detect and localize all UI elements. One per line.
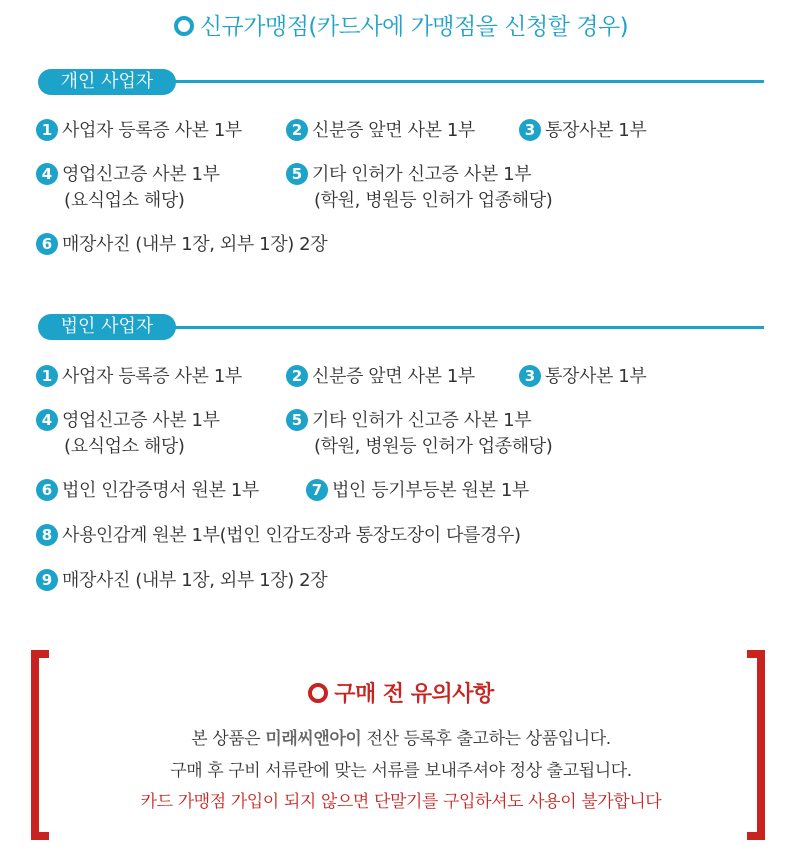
list-item: [306, 478, 529, 504]
item-text: 기타 인허가 신고증 사본 1부: [312, 410, 532, 431]
item-subtext: (학원, 병원등 인허가 업종해당): [314, 190, 553, 211]
number-badge: 9: [36, 569, 58, 591]
item-subtext: (요식업소 해당): [64, 436, 185, 457]
notice-line-2: 구매 후 구비 서류란에 맞는 서류를 보내주셔야 정상 출고됩니다.: [170, 761, 632, 781]
item-text: 영업신고증 사본 1부: [62, 410, 220, 431]
section-header-corporate: 법인 사업자: [38, 314, 176, 340]
number-badge: 5: [286, 409, 308, 431]
notice-text: 본 상품은: [191, 729, 261, 749]
brand-name: 미래씨앤아이: [265, 729, 362, 749]
item-text: 매장사진 (내부 1장, 외부 1장) 2장: [62, 234, 328, 255]
list-item: [286, 364, 475, 390]
section-divider: [170, 80, 764, 83]
circle-icon: [308, 683, 328, 703]
item-subtext: (요식업소 해당): [64, 190, 185, 211]
number-badge: 5: [286, 163, 308, 185]
item-text: 신분증 앞면 사본 1부: [312, 366, 475, 387]
item-text: 기타 인허가 신고증 사본 1부: [312, 164, 532, 185]
number-badge: 7: [306, 479, 328, 501]
item-text: 통장사본 1부: [545, 366, 647, 387]
notice-title: [0, 677, 802, 708]
number-badge: 3: [519, 119, 541, 141]
list-item: [36, 408, 220, 460]
item-text: 매장사진 (내부 1장, 외부 1장) 2장: [62, 570, 328, 591]
page-title: [0, 8, 802, 41]
item-text: 사업자 등록증 사본 1부: [62, 120, 242, 141]
number-badge: 1: [36, 365, 58, 387]
item-subtext: (학원, 병원등 인허가 업종해당): [314, 436, 553, 457]
number-badge: 3: [519, 365, 541, 387]
number-badge: 4: [36, 409, 58, 431]
list-item: [519, 364, 646, 390]
item-text: 법인 인감증명서 원본 1부: [62, 480, 259, 501]
notice-text: 전산 등록후 출고하는 상품입니다.: [366, 729, 611, 749]
circle-icon: [174, 16, 194, 36]
list-item: [36, 478, 259, 504]
number-badge: 2: [286, 365, 308, 387]
number-badge: 1: [36, 119, 58, 141]
item-text: 통장사본 1부: [545, 120, 647, 141]
section-divider: [170, 326, 764, 329]
number-badge: 8: [36, 524, 58, 546]
item-text: 사업자 등록증 사본 1부: [62, 366, 242, 387]
notice-line-3: 카드 가맹점 가입이 되지 않으면 단말기를 구입하셔도 사용이 불가합니다: [140, 792, 662, 812]
list-item: [286, 408, 552, 460]
list-item: [286, 118, 475, 144]
item-text: 신분증 앞면 사본 1부: [312, 120, 475, 141]
item-text: 사용인감계 원본 1부(법인 인감도장과 통장도장이 다를경우): [62, 525, 521, 546]
number-badge: 4: [36, 163, 58, 185]
notice-title-text: 구매 전 유의사항: [334, 682, 494, 707]
notice-line-1: [0, 724, 802, 749]
section-header-individual: 개인 사업자: [38, 69, 176, 95]
number-badge: 6: [36, 233, 58, 255]
number-badge: 2: [286, 119, 308, 141]
item-text: 영업신고증 사본 1부: [62, 164, 220, 185]
list-item: [36, 162, 220, 214]
list-item: [36, 523, 521, 549]
list-item: [36, 568, 327, 594]
page-title-text: 신규가맹점(카드사에 가맹점을 신청할 경우): [199, 14, 629, 40]
number-badge: 6: [36, 479, 58, 501]
item-text: 법인 등기부등본 원본 1부: [332, 480, 529, 501]
list-item: [286, 162, 552, 214]
list-item: [36, 364, 242, 390]
list-item: [519, 118, 646, 144]
list-item: [36, 118, 242, 144]
list-item: [36, 232, 327, 258]
